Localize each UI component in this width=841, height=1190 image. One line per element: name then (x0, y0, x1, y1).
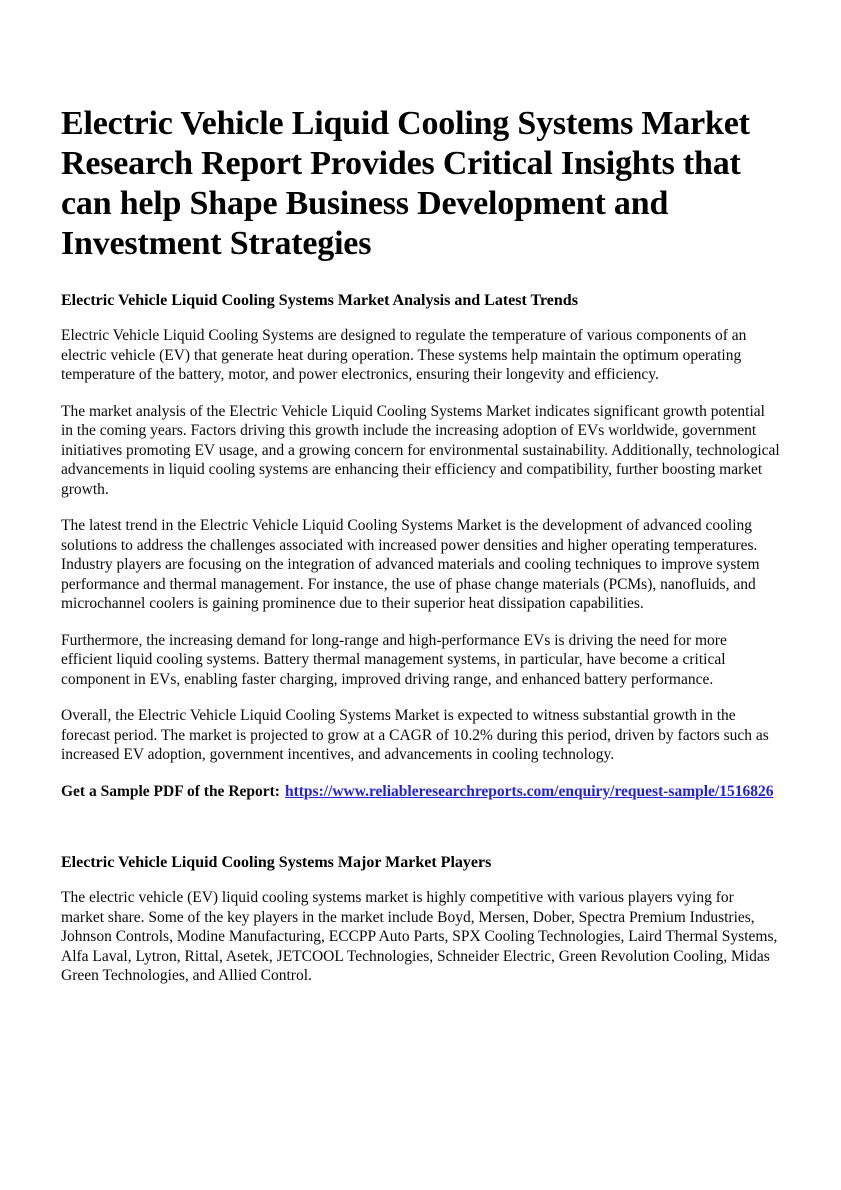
paragraph-growth-outlook: Overall, the Electric Vehicle Liquid Cooling Systems Market is expected to witness substantial growth in the forecast period. The market is projected to grow at a CAGR of 10.2% during this period, driven by factors such as increased EV adoption, government incentives, and advancements in cooling technology. (61, 707, 769, 763)
paragraph-system-overview: Electric Vehicle Liquid Cooling Systems are designed to regulate the temperature of various components of an electric vehicle (EV) that generate heat during operation. These systems help maintain the optimum operating temperature of the battery, motor, and power electronics, ensuring their longevity and efficiency. (61, 327, 747, 383)
sample-cta (61, 782, 780, 802)
sample-cta-label: Get a Sample PDF of the Report: (61, 782, 280, 800)
paragraph-market-players: The electric vehicle (EV) liquid cooling systems market is highly competitive with various players vying for market share. Some of the key players in the market include Boyd, Mersen, Dober, Spectra Premium Industries, Johnson Controls, Modine Manufacturing, ECCPP Auto Parts, SPX Cooling Technologies, Laird Thermal Systems, Alfa Laval, Lytron, Rittal, Asetek, JETCOOL Technologies, Schneider Electric, Green Revolution Cooling, Midas Green Technologies, and Allied Control. (61, 889, 778, 984)
paragraph-latest-trend: The latest trend in the Electric Vehicle Liquid Cooling Systems Market is the development of advanced cooling solutions to address the challenges associated with increased power densities and higher operating temperatures. Industry players are focusing on the integration of advanced materials and cooling techniques to improve system performance and thermal management. For instance, the use of phase change materials (PCMs), nanofluids, and microchannel coolers is gaining prominence due to their superior heat dissipation capabilities. (61, 517, 760, 612)
players-heading: Electric Vehicle Liquid Cooling Systems Major Market Players (61, 854, 492, 871)
paragraph-market-analysis: The market analysis of the Electric Vehicle Liquid Cooling Systems Market indicates significant growth potential in the coming years. Factors driving this growth include the increasing adoption of EVs worldwide, government initiatives promoting EV usage, and a growing concern for environmental sustainability. Additionally, technological advancements in liquid cooling systems are enhancing their efficiency and compatibility, further boosting market growth. (61, 402, 780, 498)
page-title: Electric Vehicle Liquid Cooling Systems Market Research Report Provides Critical Insights that can help Shape Business Development and Investment Strategies (61, 105, 750, 262)
report-article (61, 104, 780, 1003)
paragraph-demand-drivers: Furthermore, the increasing demand for long-range and high-performance EVs is driving the need for more efficient liquid cooling systems. Battery thermal management systems, in particular, have become a critical component in EVs, enabling faster charging, improved driving range, and enhanced battery performance. (61, 631, 727, 688)
sample-report-link[interactable]: https://www.reliableresearchreports.com/enquiry/request-sample/1516826 (284, 782, 774, 800)
analysis-heading: Electric Vehicle Liquid Cooling Systems Market Analysis and Latest Trends (61, 292, 578, 309)
